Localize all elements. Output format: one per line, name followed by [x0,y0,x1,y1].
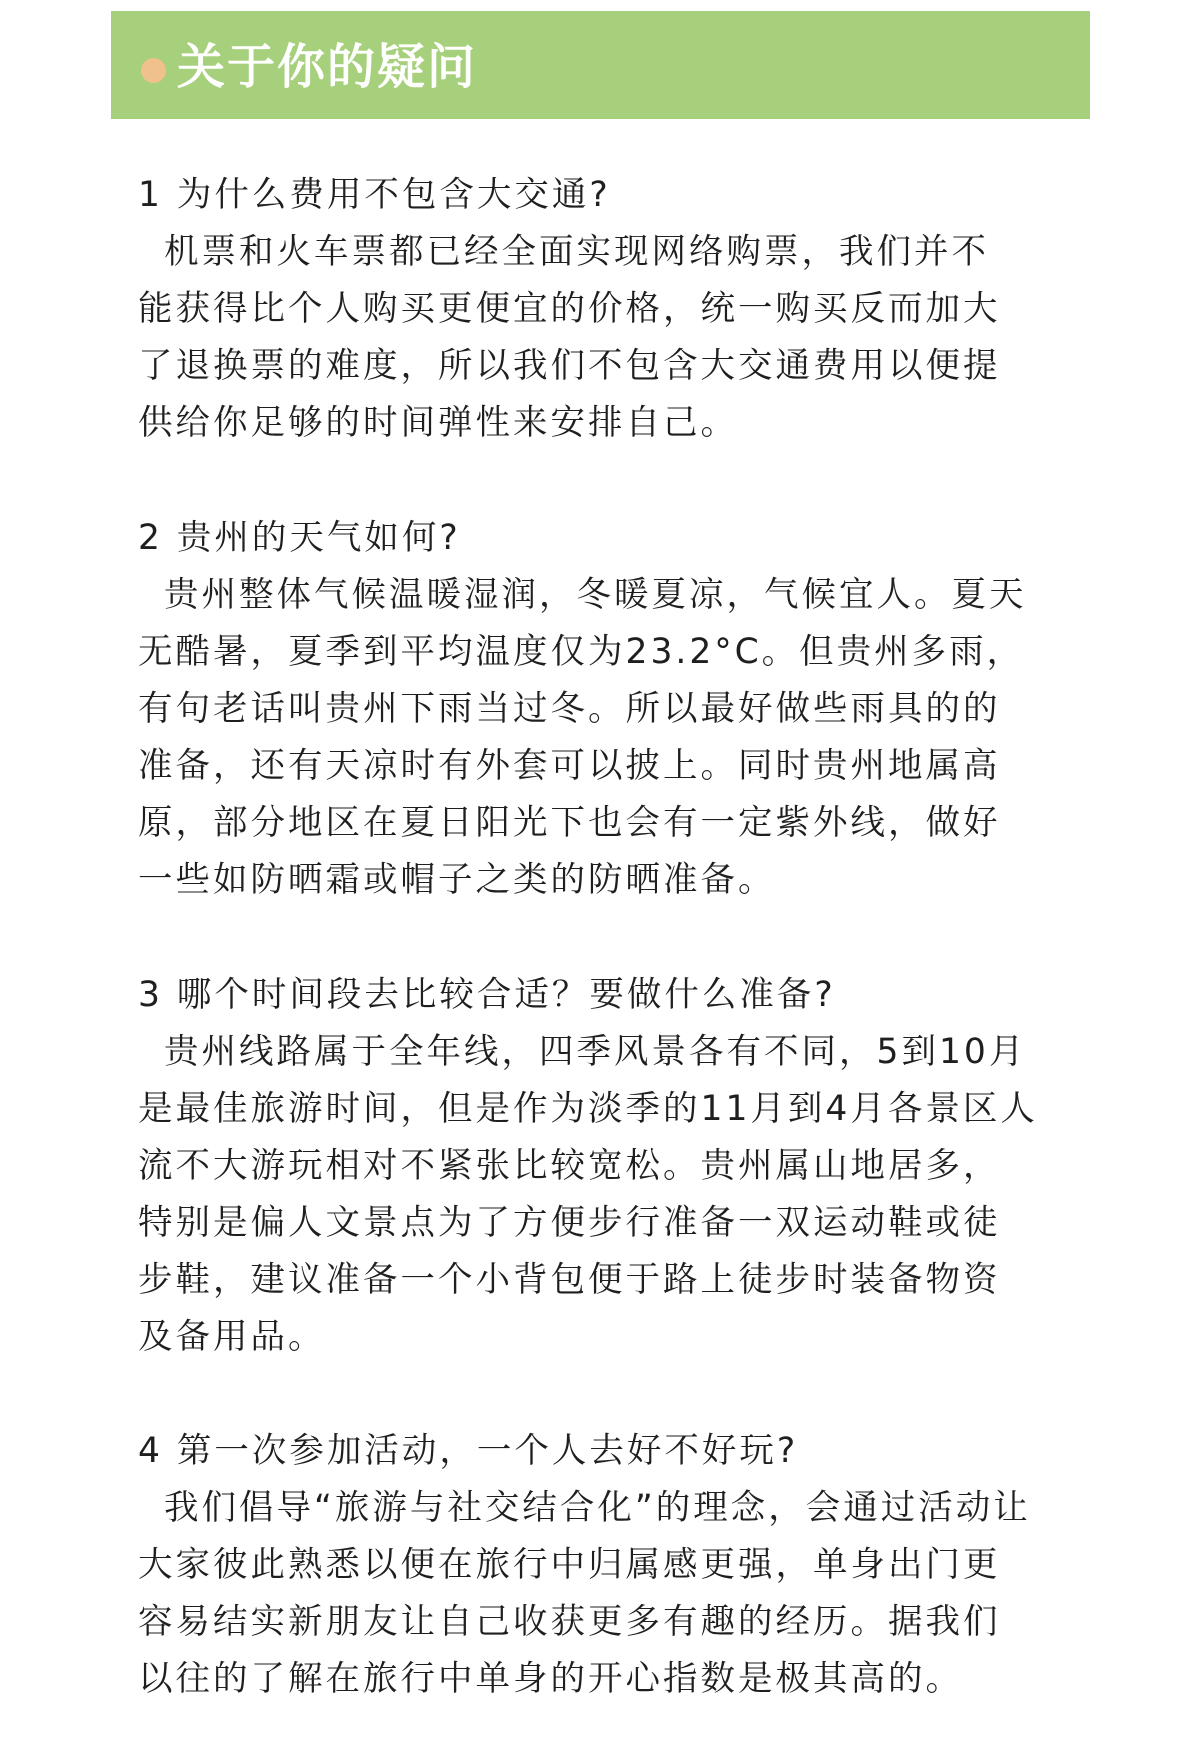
faq-answer-line: 流不大游玩相对不紧张比较宽松。贵州属山地居多， [138,1146,1001,1186]
faq-item-1 [138,167,1068,452]
faq-answer-line: 准备，还有天凉时有外套可以披上。同时贵州地属高 [138,746,1001,786]
faq-answer-line: 无酷暑，夏季到平均温度仅为23.2°C。但贵州多雨， [138,632,1025,672]
faq-answer-line: 我们倡导“旅游与社交结合化”的理念，会通过活动让 [164,1488,1031,1528]
faq-answer-line: 原，部分地区在夏日阳光下也会有一定紫外线，做好 [138,803,1001,843]
faq-answer-line: 贵州线路属于全年线，四季风景各有不同，5到10月 [164,1032,1027,1072]
faq-answer-line: 贵州整体气候温暖湿润，冬暖夏凉，气候宜人。夏天 [164,575,1027,615]
faq-item-2 [138,510,1068,909]
faq-answer-line: 一些如防晒霜或帽子之类的防晒准备。 [138,860,776,900]
faq-answer-line: 以往的了解在旅行中单身的开心指数是极其高的。 [138,1659,963,1699]
faq-question: 3 哪个时间段去比较合适？要做什么准备? [138,975,836,1015]
faq-answer-line: 大家彼此熟悉以便在旅行中归属感更强，单身出门更 [138,1545,1001,1585]
section-title: 关于你的疑问 [177,39,478,95]
faq-question: 2 贵州的天气如何? [138,518,461,558]
faq-answer-line: 供给你足够的时间弹性来安排自己。 [138,403,738,443]
bullet-dot-icon [141,58,166,83]
faq-answer-line: 特别是偏人文景点为了方便步行准备一双运动鞋或徒 [138,1203,1001,1243]
faq-answer-line: 了退换票的难度，所以我们不包含大交通费用以便提 [138,346,1001,386]
faq-question: 4 第一次参加活动，一个人去好不好玩? [138,1431,799,1471]
faq-answer-line: 及备用品。 [138,1317,326,1357]
faq-answer-line: 有句老话叫贵州下雨当过冬。所以最好做些雨具的的 [138,689,1001,729]
faq-answer-line: 能获得比个人购买更便宜的价格，统一购买反而加大 [138,289,1001,329]
faq-answer-line: 机票和火车票都已经全面实现网络购票，我们并不 [164,232,989,272]
faq-answer-line: 步鞋，建议准备一个小背包便于路上徒步时装备物资 [138,1260,1001,1300]
section-header [111,11,1090,119]
faq-item-3 [138,967,1068,1366]
faq-item-4 [138,1423,1068,1708]
faq-answer-line: 是最佳旅游时间，但是作为淡季的11月到4月各景区人 [138,1089,1038,1129]
faq-question: 1 为什么费用不包含大交通? [138,175,611,215]
faq-answer-line: 容易结实新朋友让自己收获更多有趣的经历。据我们 [138,1602,1001,1642]
